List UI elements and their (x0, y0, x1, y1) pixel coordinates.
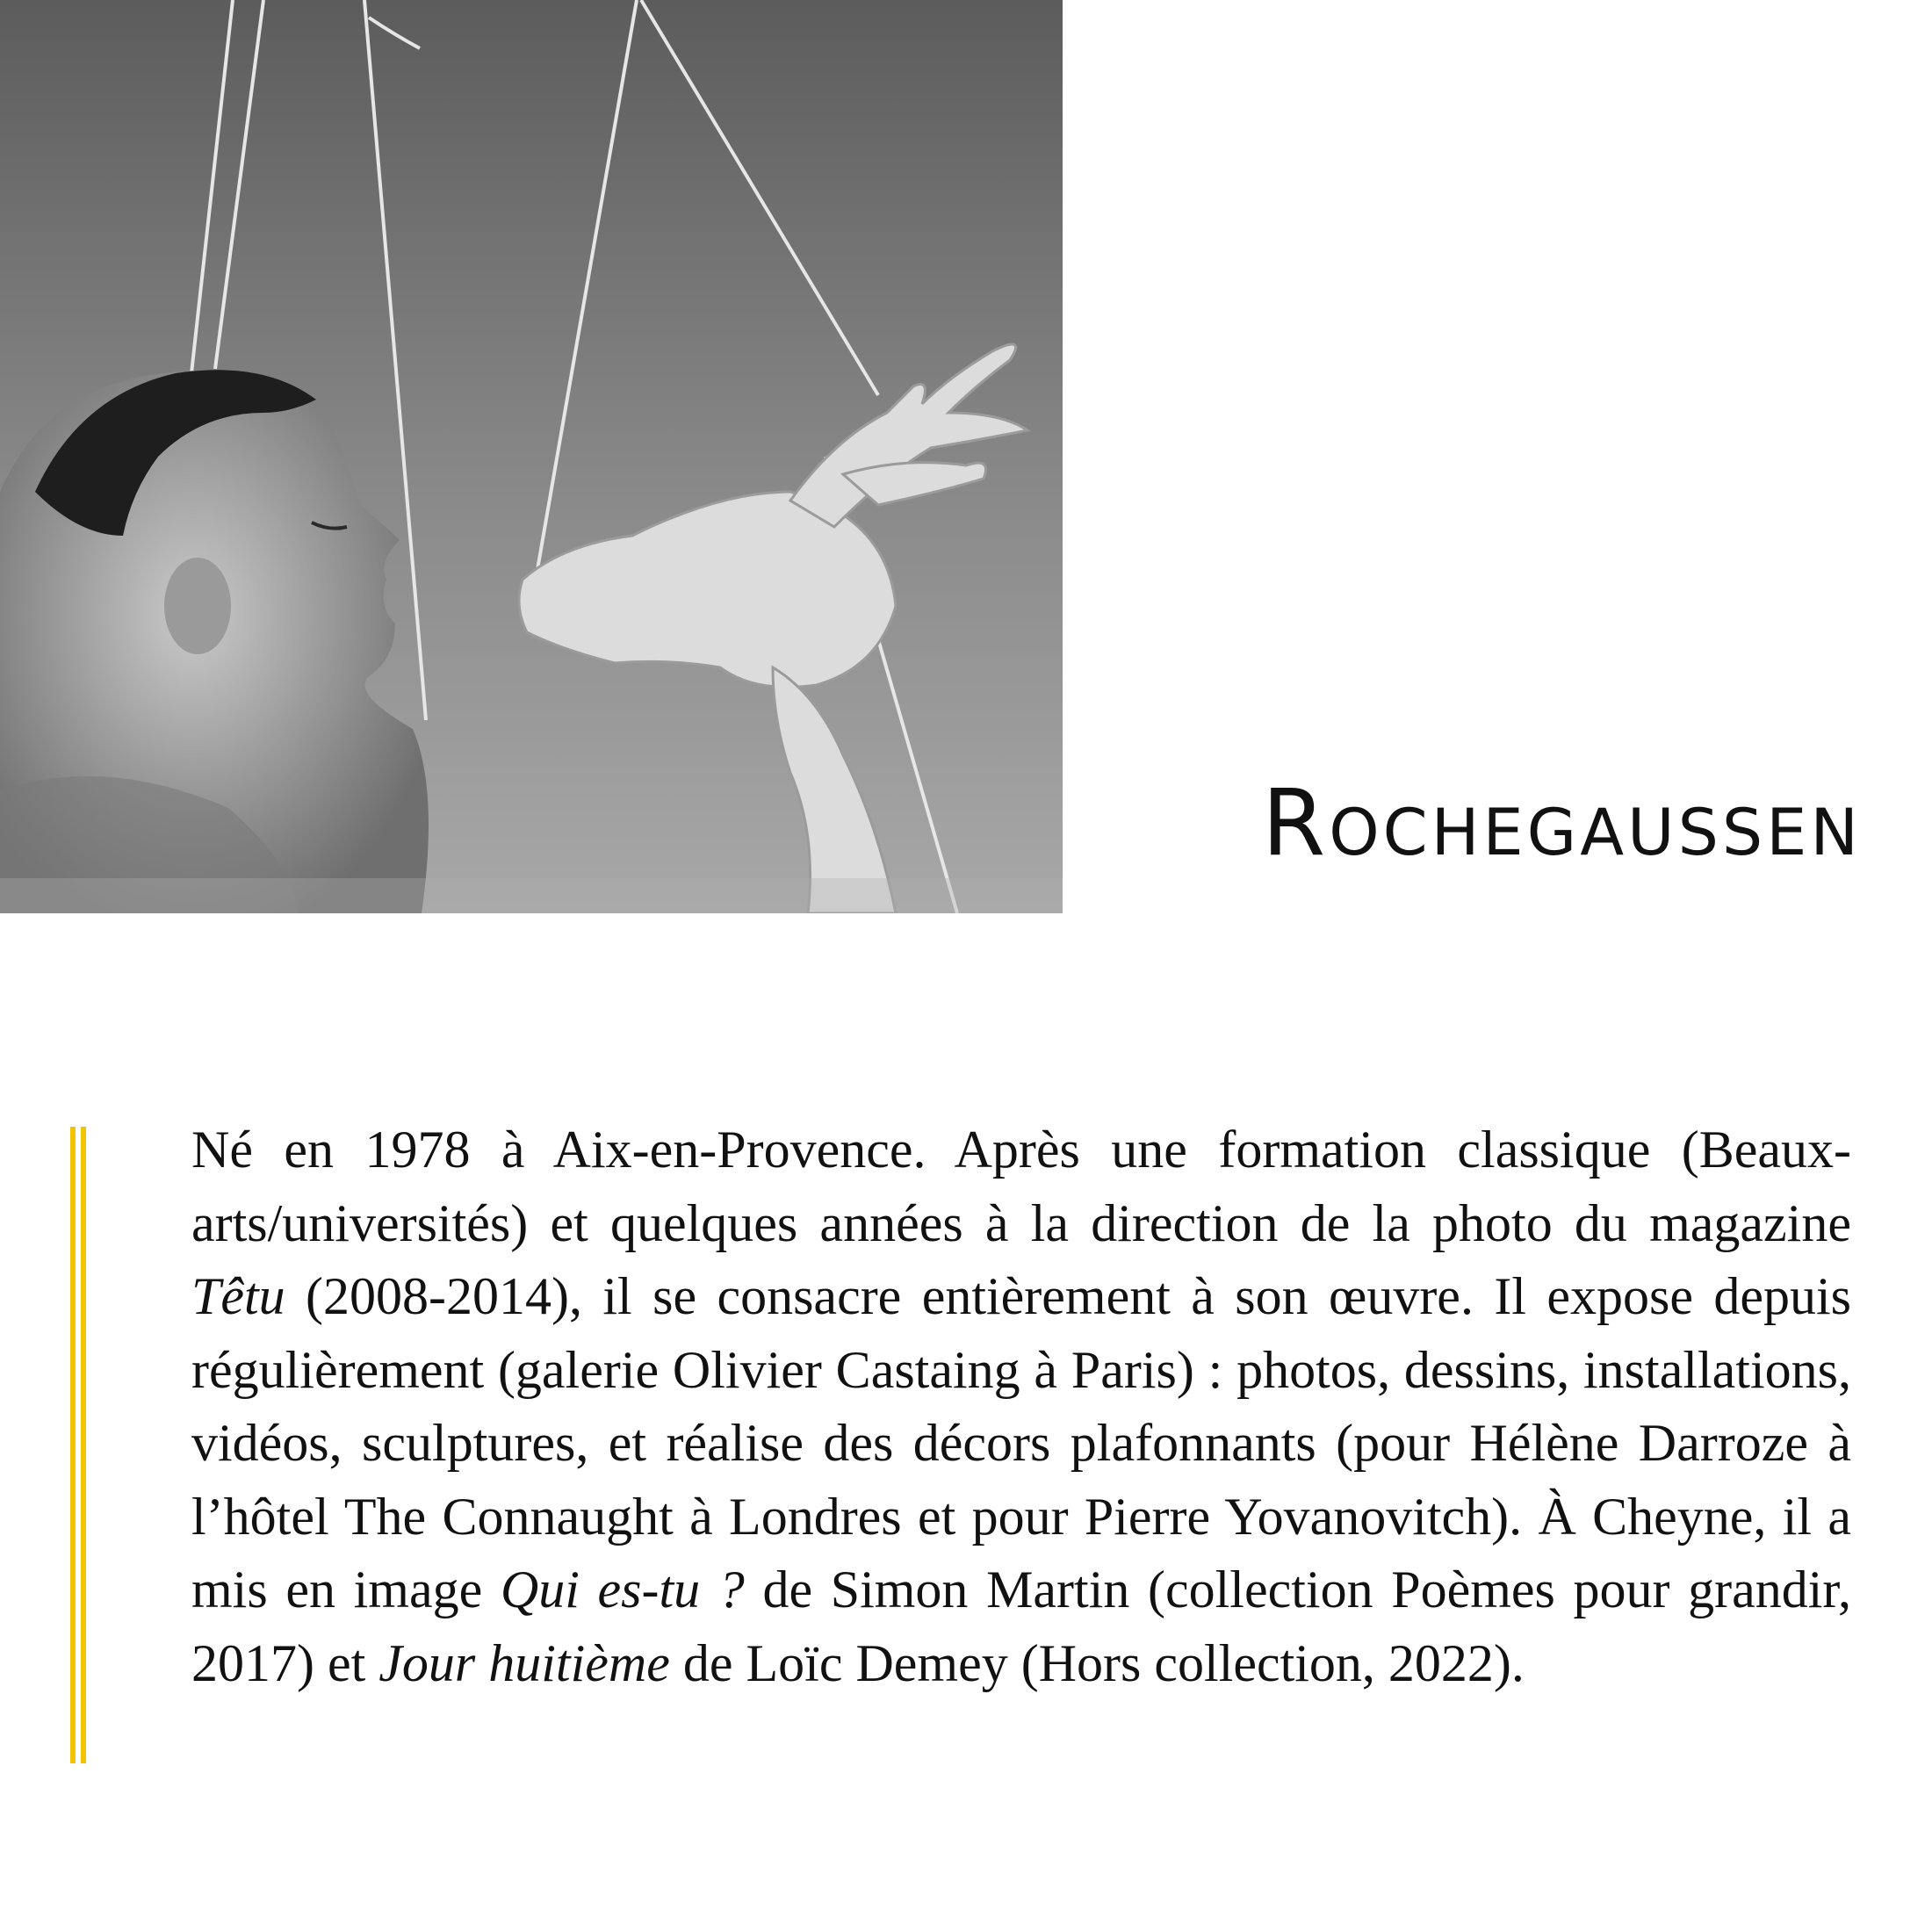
bio-title-qui-es-tu: Qui es-tu ? (500, 1561, 745, 1618)
bio-text-1: Né en 1978 à Aix-en-Provence. Après une formation classique (Beaux-arts/universités) et quelques années à la direction de la photo du magazine (191, 1121, 1851, 1252)
bio-text-3: de Simon Martin (collection Poèmes pour grandir, 2017) et (191, 1561, 1852, 1692)
bio-text-2: (2008-2014), il se consacre entièrement à son œuvre. Il expose depuis régulièrement (galerie Olivier Castaing à Paris) : photos, dessins, installations, vidéos, sculptures, et réalise des décors plafonnants (pour Hélène Darroze à l’hôtel The Connaught à Londres et pour Pierre Yovanovitch). À Cheyne, il a mis en image (191, 1267, 1851, 1618)
accent-bar-left (70, 1127, 76, 1763)
bio-text-4: de Loïc Demey (Hors collection, 2022). (669, 1633, 1525, 1692)
bio-title-jour-huitieme: Jour huitième (378, 1633, 670, 1692)
artist-biography (191, 1114, 1851, 1700)
artist-photo (0, 0, 1063, 913)
artist-name: Rochegaussen (1261, 769, 1862, 876)
accent-bar-right (81, 1127, 86, 1763)
bio-title-tetu: Têtu (191, 1267, 285, 1325)
